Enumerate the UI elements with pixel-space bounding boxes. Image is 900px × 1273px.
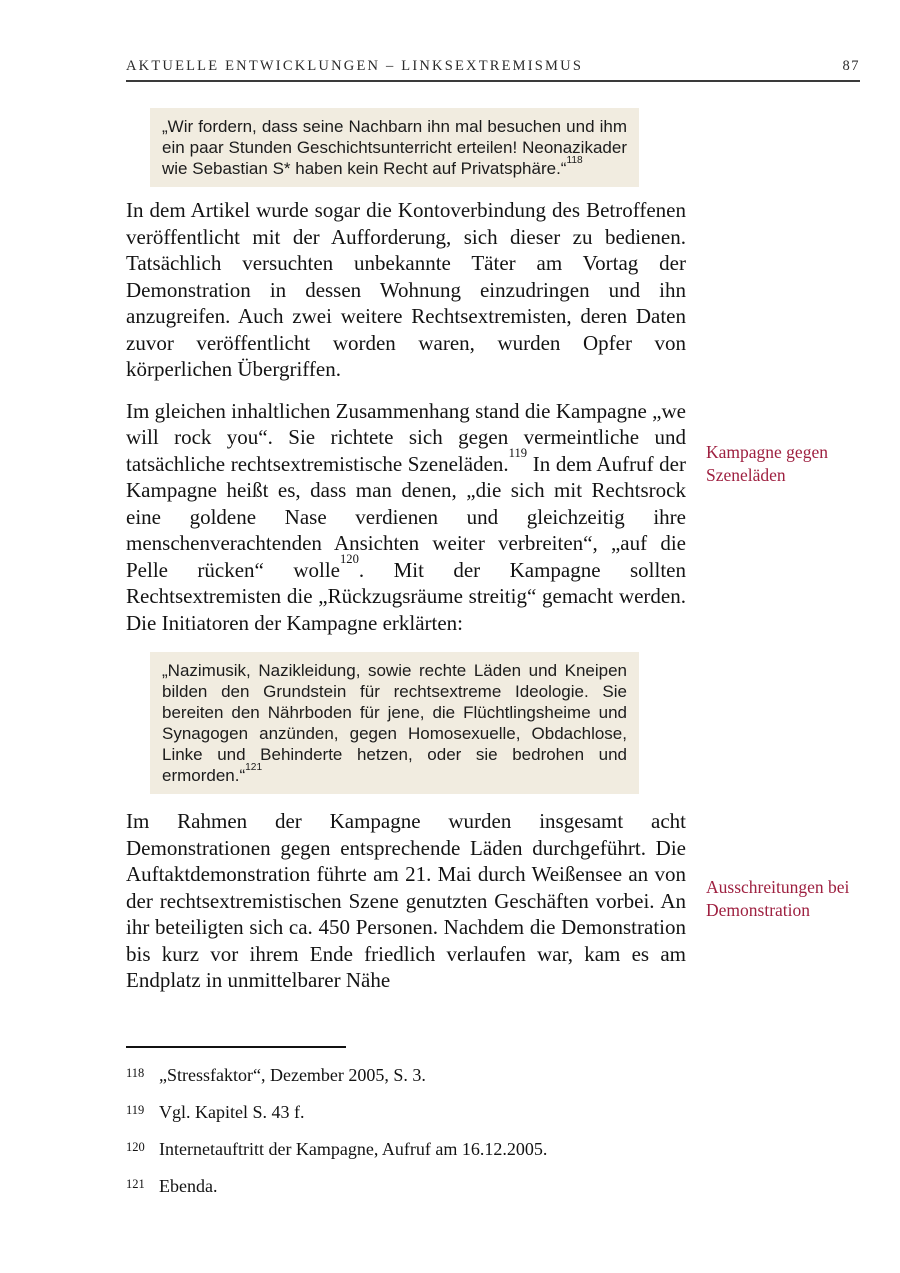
footnote-number: 119	[126, 1103, 145, 1117]
footnote-text: Internetauftritt der Kampagne, Aufruf am 16.12.2005.	[159, 1139, 548, 1159]
footnote-number: 118	[126, 1066, 145, 1080]
paragraph-demonstrationen: Im Rahmen der Kampagne wurden insgesamt acht Demonstrationen gegen entsprechende Läden durchgeführt. Die Auftaktdemonstration führte am 21. Mai durch Weißensee an von der rechtsextremistischen Szene genutzten Geschäften vorbei. An ihr beteiligten sich ca. 450 Personen. Nachdem die Demonstration bis kurz vor ihrem Ende friedlich verlaufen war, kam es am Endplatz in unmittelbarer Nähe	[126, 809, 686, 992]
footnote-121	[126, 1174, 706, 1198]
footnote-text: Vgl. Kapitel S. 43 f.	[159, 1102, 305, 1122]
footnote-separator-rule	[126, 1046, 346, 1048]
quote-block-neighbors: „Wir fordern, dass seine Nachbarn ihn mal besuchen und ihm ein paar Stunden Geschichtsunterricht erteilen! Neonazikader wie Sebastian S* haben kein Recht auf Privatsphäre.“$^{118}$	[150, 108, 639, 187]
footnote-number: 120	[126, 1140, 145, 1154]
footnote-120	[126, 1137, 706, 1161]
paragraph-kampagne-we-will-rock-you: Im gleichen inhaltlichen Zusammenhang stand die Kampagne „we will rock you“. Sie richtete sich gegen vermeintliche und tatsächliche rechtsextremistische Szeneläden.$^{119}$ In dem Aufruf der Kampagne heißt es, dass man denen, „die sich mit Rechtsrock eine goldene Nase verdienen und gleichzeitig ihre menschenverachtenden Ansichten weiter verbreiten“, „auf die Pelle rücken“ wolle$^{120}$. Mit der Kampagne sollten Rechtsextremisten die „Rückzugsräume streitig“ gemacht werden. Die Initiatoren der Kampagne erklärten:	[126, 398, 687, 635]
quote-block-nazimusik: „Nazimusik, Nazikleidung, sowie rechte Läden und Kneipen bilden den Grundstein für rechtsextreme Ideologie. Sie bereiten den Nährboden für jene, die Flüchtlingsheime und Synagogen anzünden, gegen Homosexuelle, Obdachlose, Linke und Behinderte hetzen, oder sie bedrohen und ermorden.“$^{121}$	[150, 652, 639, 794]
margin-note-kampagne: Kampagne gegen Szeneläden	[706, 442, 828, 485]
running-header	[126, 58, 860, 82]
footnote-119	[126, 1100, 706, 1124]
footnote-number: 121	[126, 1177, 145, 1191]
margin-note-ausschreitungen: Ausschreitungen bei Demonstration	[706, 877, 850, 920]
main-text-column	[126, 96, 686, 994]
running-title: AKTUELLE ENTWICKLUNGEN – LINKSEXTREMISMUS	[126, 58, 584, 74]
footnotes-section	[126, 1046, 706, 1211]
paragraph-kontoverbindung: In dem Artikel wurde sogar die Kontoverbindung des Betroffenen veröffentlicht mit der Aufforderung, sich dieser zu bedienen. Tatsächlich versuchten unbekannte Täter am Vortag der Demonstration in dessen Wohnung einzudringen und ihn anzugreifen. Auch zwei weitere Rechtsextremisten, deren Daten zuvor veröffentlicht worden waren, wurden Opfer von körperlichen Übergriffen.	[126, 198, 686, 381]
footnote-text: „Stressfaktor“, Dezember 2005, S. 3.	[159, 1065, 426, 1085]
footnote-text: Ebenda.	[159, 1176, 218, 1196]
page-number: 87	[842, 58, 860, 74]
footnote-118	[126, 1063, 706, 1087]
